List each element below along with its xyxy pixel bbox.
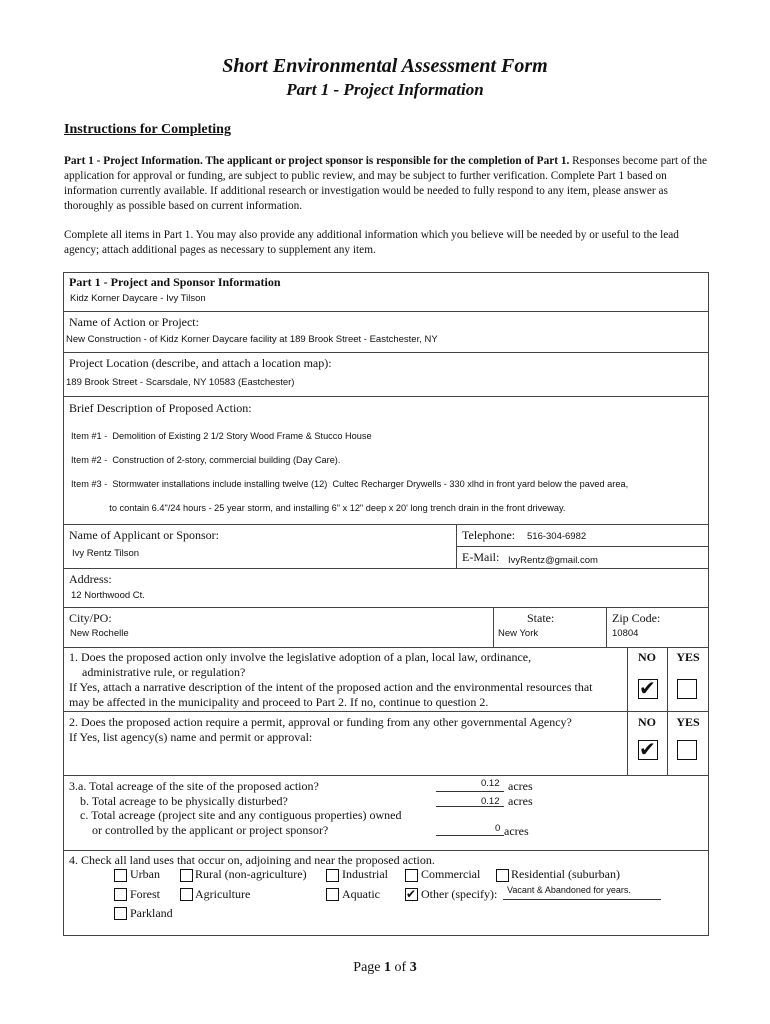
city-label: City/PO:: [69, 611, 112, 625]
q3c-unit: acres: [504, 824, 529, 838]
state-label: State:: [527, 611, 555, 625]
land-use-urban-label: Urban: [130, 867, 160, 881]
land-use-commercial-label: Commercial: [421, 867, 481, 881]
q1-no-header: NO: [638, 650, 656, 664]
page-current: 1: [384, 960, 392, 975]
instructions-paragraph-1: [64, 154, 714, 214]
q2-no-header: NO: [638, 715, 656, 729]
land-use-commercial-checkbox[interactable]: [405, 869, 418, 882]
q3a-blank: [436, 791, 504, 792]
other-specify-field[interactable]: Vacant & Abandoned for years.: [507, 885, 631, 895]
checkmark-icon: ✔: [406, 887, 417, 901]
page-prefix: Page: [353, 960, 385, 975]
q3c-field[interactable]: 0: [495, 823, 501, 834]
instructions-paragraph-2: Complete all items in Part 1. You may also provide any additional information which you believe will be needed by or useful to the lead agency; attach additional pages as necessary to supplement any item.: [64, 229, 679, 256]
q2-yes-header: YES: [676, 715, 700, 729]
land-use-residential-checkbox[interactable]: [496, 869, 509, 882]
action-name-label: Name of Action or Project:: [69, 315, 199, 329]
divider: [456, 546, 709, 547]
land-use-forest-label: Forest: [130, 887, 160, 901]
land-use-other-checkbox[interactable]: [405, 888, 418, 901]
zip-field[interactable]: 10804: [612, 628, 639, 639]
telephone-field[interactable]: 516-304-6982: [527, 531, 587, 542]
q2-text-line2: If Yes, list agency(s) name and permit or approval:: [69, 730, 313, 744]
applicant-label: Name of Applicant or Sponsor:: [69, 528, 219, 542]
q1-text-line4: may be affected in the municipality and proceed to Part 2. If no, continue to question 2.: [69, 695, 489, 709]
land-use-rural-checkbox[interactable]: [180, 869, 193, 882]
q3b-label: b. Total acreage to be physically disturbed?: [80, 794, 288, 808]
land-use-agriculture-label: Agriculture: [195, 887, 251, 901]
divider: [63, 568, 709, 569]
land-use-parkland-label: Parkland: [130, 906, 173, 920]
divider: [493, 607, 494, 647]
q1-no-checkbox[interactable]: [638, 676, 658, 700]
page-of: of: [391, 960, 410, 975]
project-location-label: Project Location (describe, and attach a location map):: [69, 356, 332, 370]
address-field[interactable]: 12 Northwood Ct.: [71, 590, 145, 601]
divider: [63, 352, 709, 353]
other-specify-blank: [503, 899, 661, 900]
q3c-label-line2: or controlled by the applicant or project sponsor?: [92, 823, 329, 837]
instructions-heading: Instructions for Completing: [64, 122, 231, 137]
q2-no-checkbox[interactable]: [638, 737, 658, 761]
land-use-rural-label: Rural (non-agriculture): [195, 867, 307, 881]
address-label: Address:: [69, 572, 112, 586]
land-use-urban-checkbox[interactable]: [114, 869, 127, 882]
land-use-agriculture-checkbox[interactable]: [180, 888, 193, 901]
divider: [63, 850, 709, 851]
q3c-blank: [436, 835, 504, 836]
land-use-industrial-label: Industrial: [342, 867, 388, 881]
q2-yes-checkbox[interactable]: [677, 740, 697, 760]
q4-label: 4. Check all land uses that occur on, adjoining and near the proposed action.: [69, 853, 435, 867]
zip-label: Zip Code:: [612, 611, 661, 625]
email-label: E-Mail:: [462, 550, 500, 564]
q1-text-line2: administrative rule, or regulation?: [82, 665, 246, 679]
q3c-label-line1: c. Total acreage (project site and any contiguous properties) owned: [80, 808, 402, 822]
page-number: [0, 960, 770, 976]
land-use-parkland-checkbox[interactable]: [114, 907, 127, 920]
divider: [63, 647, 709, 648]
description-field[interactable]: [71, 418, 701, 526]
q1-text-line3: If Yes, attach a narrative description of the intent of the proposed action and the environmental resources that: [69, 680, 593, 694]
q2-text-line1: 2. Does the proposed action require a permit, approval or funding from any other governmental Agency?: [69, 715, 572, 729]
form-subtitle: Part 1 - Project Information: [286, 80, 484, 99]
action-name-field[interactable]: New Construction - of Kidz Korner Daycare facility at 189 Brook Street - Eastchester, NY: [66, 334, 438, 345]
q1-text-line1: 1. Does the proposed action only involve the legislative adoption of a plan, local law, ordinance,: [69, 650, 532, 664]
q3b-field[interactable]: 0.12: [481, 796, 500, 807]
instructions-paragraph-1-lead: Part 1 - Project Information. The applicant or project sponsor is responsible for the completion of Part 1.: [64, 155, 570, 167]
divider: [63, 711, 709, 712]
divider: [63, 396, 709, 397]
divider: [63, 775, 709, 776]
land-use-other-label: Other (specify):: [421, 887, 498, 901]
checkmark-icon: ✔: [639, 737, 656, 761]
project-location-field[interactable]: 189 Brook Street - Scarsdale, NY 10583 (Eastchester): [66, 377, 295, 388]
land-use-residential-label: Residential (suburban): [511, 867, 620, 881]
land-use-aquatic-label: Aquatic: [342, 887, 380, 901]
divider: [606, 607, 607, 647]
applicant-field[interactable]: Ivy Rentz Tilson: [72, 548, 140, 559]
checkmark-icon: ✔: [639, 676, 656, 700]
land-use-industrial-checkbox[interactable]: [326, 869, 339, 882]
description-line: Item #3 - Stormwater installations include installing twelve (12) Cultec Recharger Drywells - 330 xlhd in front yard below the paved area,: [71, 479, 629, 489]
sponsor-field[interactable]: Kidz Korner Daycare - Ivy Tilson: [70, 293, 206, 304]
page-total: 3: [409, 960, 417, 975]
description-line: Item #1 - Demolition of Existing 2 1/2 Story Wood Frame & Stucco House: [71, 431, 372, 441]
description-line: Item #2 - Construction of 2-story, commercial building (Day Care).: [71, 455, 341, 465]
q1-yes-checkbox[interactable]: [677, 679, 697, 699]
sponsor-section-header: Part 1 - Project and Sponsor Information: [69, 275, 281, 289]
telephone-label: Telephone:: [462, 528, 516, 542]
instructions-paragraph-1-body: Responses become part of the application for approval or funding, are subject to public review, and may be subject to further verification. Complete Part 1 based on information currently available. If additional research or investigation would be needed to fully respond to any item, please answer as thoroughly as possible based on current information.: [64, 155, 708, 212]
divider: [63, 524, 709, 525]
description-line: to contain 6.4"/24 hours - 25 year storm, and installing 6" x 12" deep x 20' long trench drain in the front driveway.: [71, 503, 566, 513]
q3a-label: 3.a. Total acreage of the site of the proposed action?: [69, 779, 319, 793]
q3b-unit: acres: [508, 794, 533, 808]
land-use-forest-checkbox[interactable]: [114, 888, 127, 901]
land-use-aquatic-checkbox[interactable]: [326, 888, 339, 901]
form-title: Short Environmental Assessment Form: [222, 55, 548, 77]
email-field[interactable]: IvyRentz@gmail.com: [508, 555, 598, 566]
state-field[interactable]: New York: [498, 628, 539, 639]
divider: [63, 607, 709, 608]
q3a-field[interactable]: 0.12: [481, 778, 500, 789]
q1-yes-header: YES: [676, 650, 700, 664]
city-field[interactable]: New Rochelle: [70, 628, 129, 639]
divider: [63, 311, 709, 312]
q3a-unit: acres: [508, 779, 533, 793]
description-label: Brief Description of Proposed Action:: [69, 401, 252, 415]
